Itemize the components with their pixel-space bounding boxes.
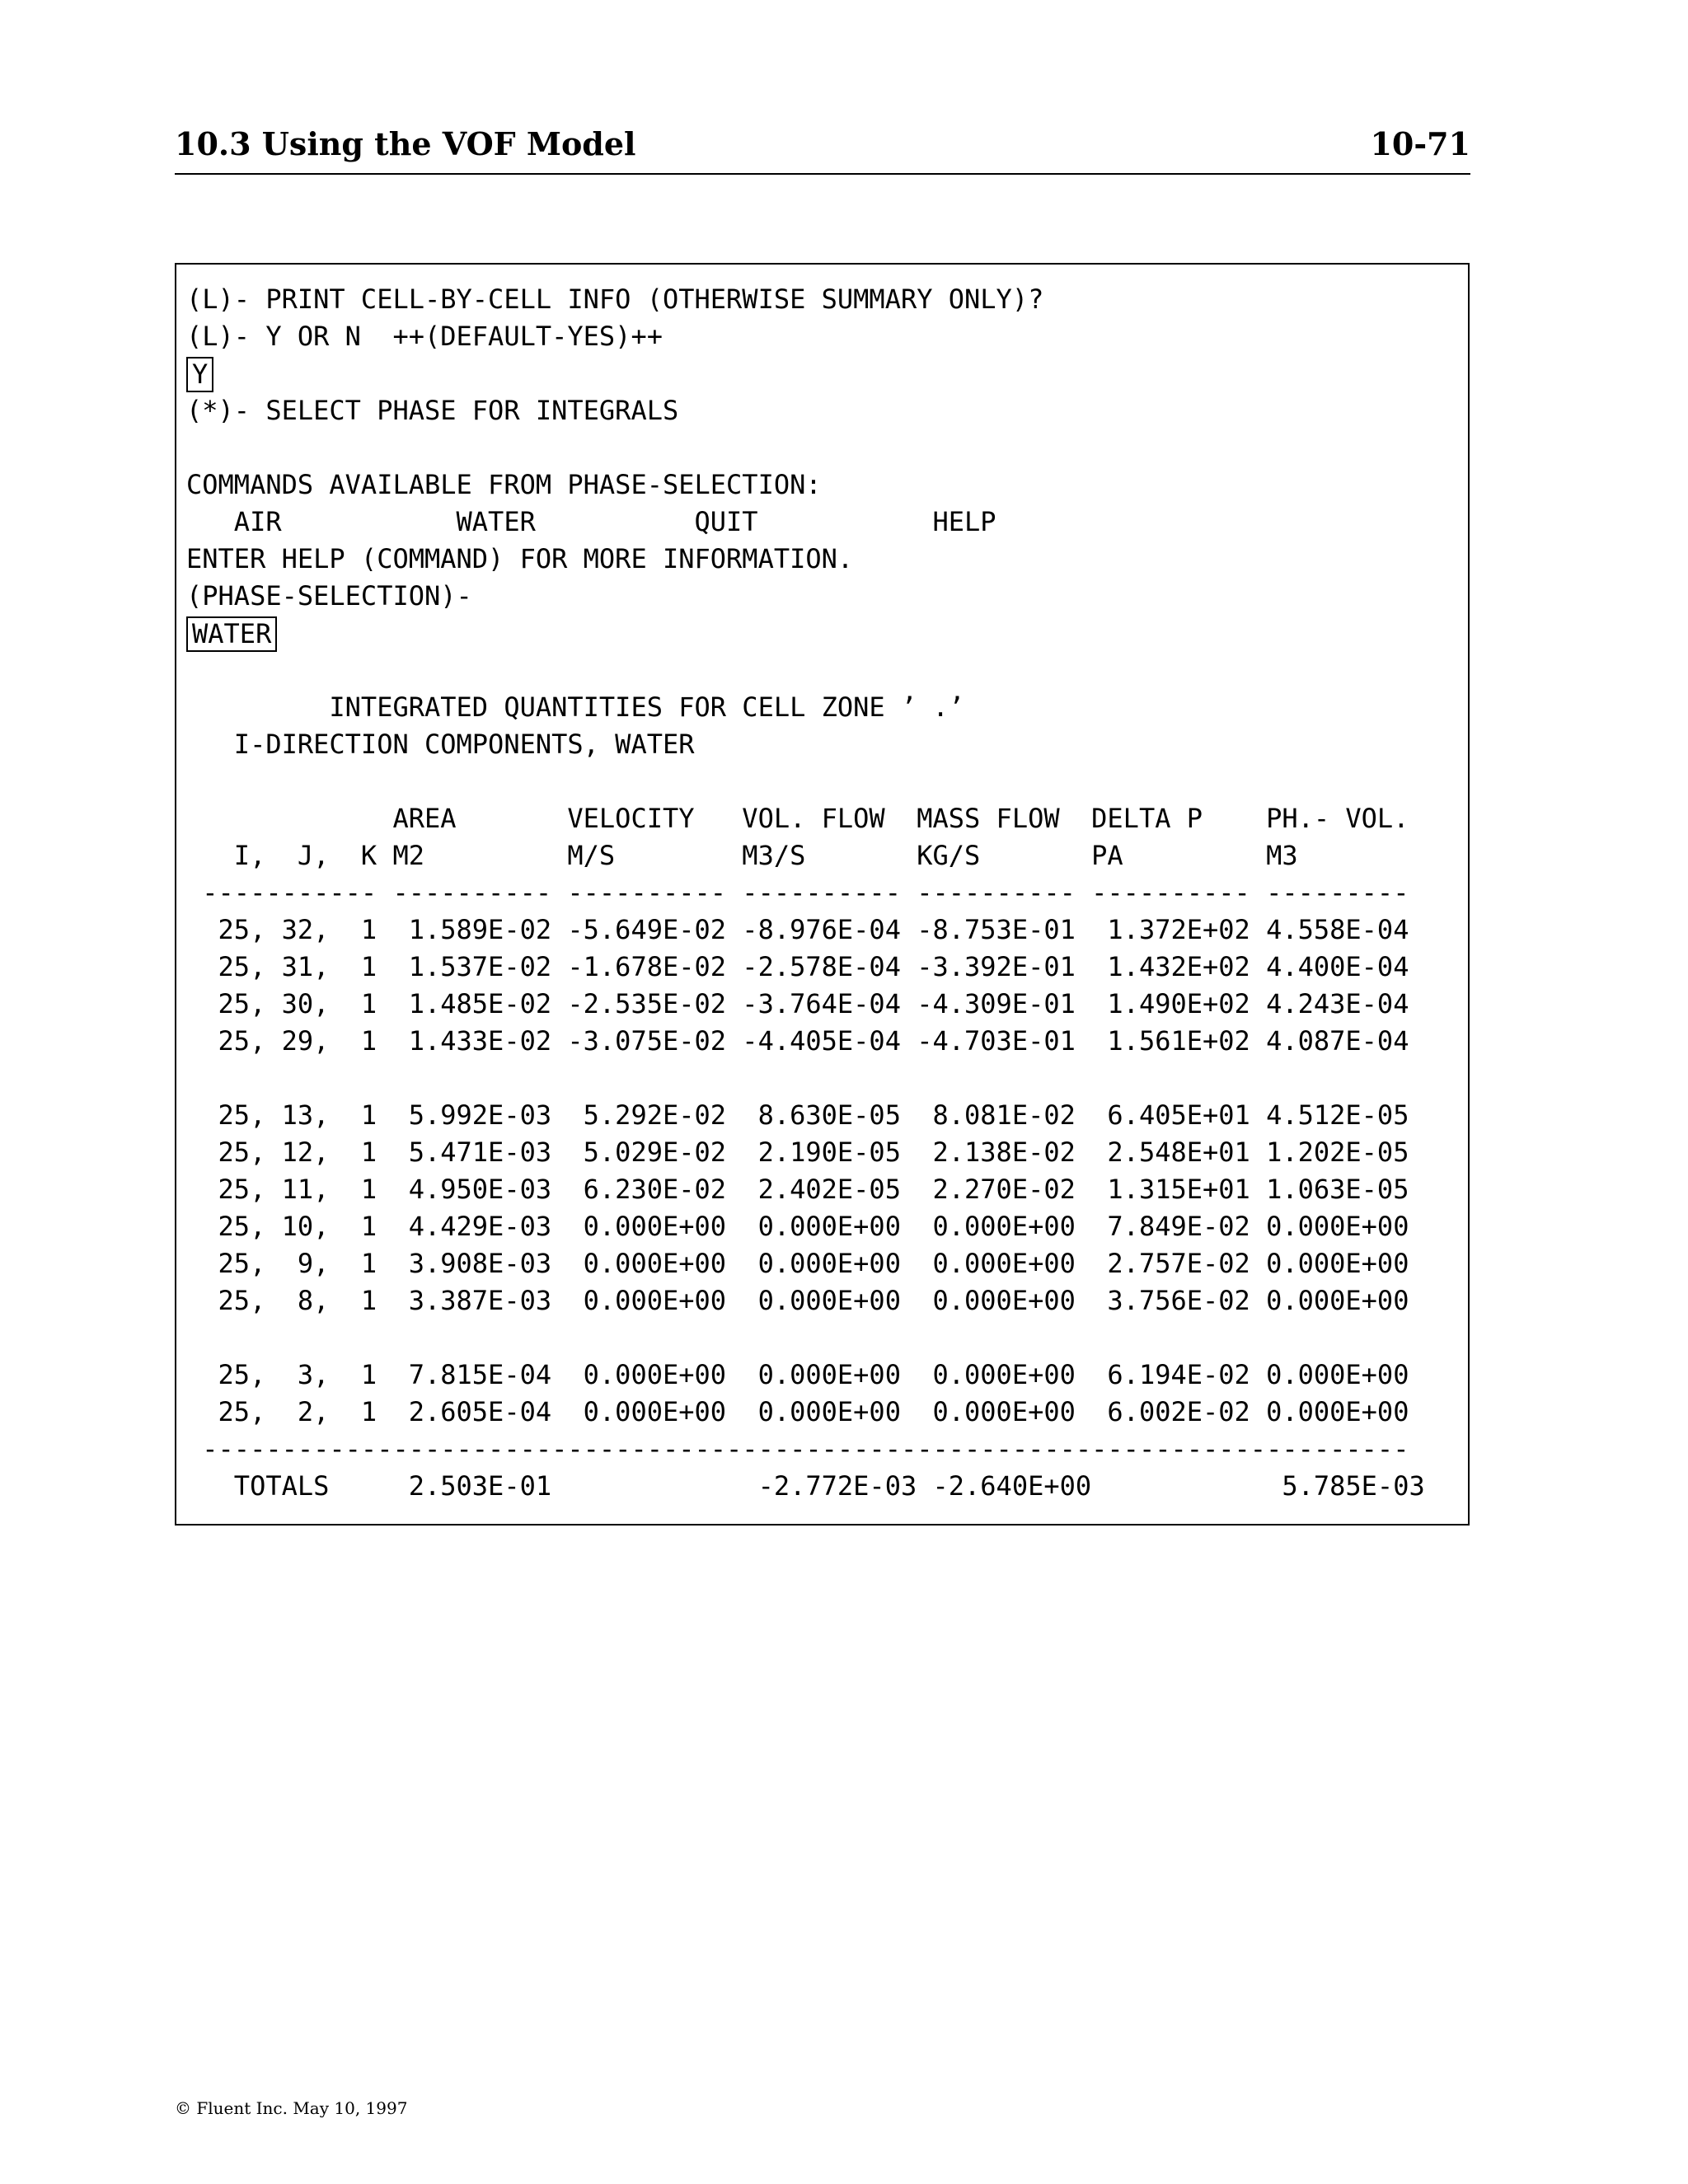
copyright-footer: © Fluent Inc. May 10, 1997 xyxy=(175,2098,408,2118)
help-hint: ENTER HELP (COMMAND) FOR MORE INFORMATION. xyxy=(186,543,854,574)
table-row: 25, 8, 1 3.387E-03 0.000E+00 0.000E+00 0.000E+00 3.756E-02 0.000E+00 xyxy=(186,1285,1409,1316)
user-input-water: WATER xyxy=(186,616,277,652)
table-row: 25, 3, 1 7.815E-04 0.000E+00 0.000E+00 0.000E+00 6.194E-02 0.000E+00 xyxy=(186,1359,1409,1390)
user-input-y: Y xyxy=(186,357,213,392)
direction-components-title: I-DIRECTION COMPONENTS, WATER xyxy=(186,729,695,760)
table-row: 25, 29, 1 1.433E-02 -3.075E-02 -4.405E-04 -4.703E-01 1.561E+02 4.087E-04 xyxy=(186,1025,1409,1057)
table-row: 25, 10, 1 4.429E-03 0.000E+00 0.000E+00 0.000E+00 7.849E-02 0.000E+00 xyxy=(186,1211,1409,1242)
table-row: 25, 11, 1 4.950E-03 6.230E-02 2.402E-05 2.270E-02 1.315E+01 1.063E-05 xyxy=(186,1174,1409,1205)
table-header-row-1: AREA VELOCITY VOL. FLOW MASS FLOW DELTA P PH.- VOL. xyxy=(186,803,1409,834)
table-row: 25, 32, 1 1.589E-02 -5.649E-02 -8.976E-04 -8.753E-01 1.372E+02 4.558E-04 xyxy=(186,914,1409,945)
section-title: 10.3 Using the VOF Model xyxy=(175,125,636,162)
prompt-select-phase: (*)- SELECT PHASE FOR INTEGRALS xyxy=(186,395,679,426)
integrated-quantities-title: INTEGRATED QUANTITIES FOR CELL ZONE ’ .’ xyxy=(186,691,965,723)
table-row: 25, 30, 1 1.485E-02 -2.535E-02 -3.764E-04 -4.309E-01 1.490E+02 4.243E-04 xyxy=(186,988,1409,1019)
prompt-yes-no: (L)- Y OR N ++(DEFAULT-YES)++ xyxy=(186,321,663,352)
running-header xyxy=(175,124,1470,175)
table-row: 25, 31, 1 1.537E-02 -1.678E-02 -2.578E-04 -3.392E-01 1.432E+02 4.400E-04 xyxy=(186,951,1409,982)
phase-selection-prompt: (PHASE-SELECTION)- xyxy=(186,580,472,612)
table-row: 25, 13, 1 5.992E-03 5.292E-02 8.630E-05 8.081E-02 6.405E+01 4.512E-05 xyxy=(186,1099,1409,1131)
table-header-row-2: I, J, K M2 M/S M3/S KG/S PA M3 xyxy=(186,840,1298,871)
table-row: 25, 9, 1 3.908E-03 0.000E+00 0.000E+00 0.000E+00 2.757E-02 0.000E+00 xyxy=(186,1248,1409,1279)
page-number: 10-71 xyxy=(1370,125,1470,162)
prompt-cell-info: (L)- PRINT CELL-BY-CELL INFO (OTHERWISE SUMMARY ONLY)? xyxy=(186,284,1044,315)
commands-list: AIR WATER QUIT HELP xyxy=(186,506,996,537)
terminal-output-box xyxy=(175,263,1470,1526)
totals-row: TOTALS 2.503E-01 -2.772E-03 -2.640E+00 5.785E-03 xyxy=(186,1470,1425,1502)
table-row: 25, 12, 1 5.471E-03 5.029E-02 2.190E-05 2.138E-02 2.548E+01 1.202E-05 xyxy=(186,1137,1409,1168)
table-header-separator: ----------- ---------- ---------- ---------- ---------- ---------- --------- xyxy=(186,877,1409,908)
totals-separator: ---------------------------------------------------------------------------- xyxy=(186,1433,1409,1465)
commands-heading: COMMANDS AVAILABLE FROM PHASE-SELECTION: xyxy=(186,469,822,500)
table-row: 25, 2, 1 2.605E-04 0.000E+00 0.000E+00 0.000E+00 6.002E-02 0.000E+00 xyxy=(186,1396,1409,1427)
